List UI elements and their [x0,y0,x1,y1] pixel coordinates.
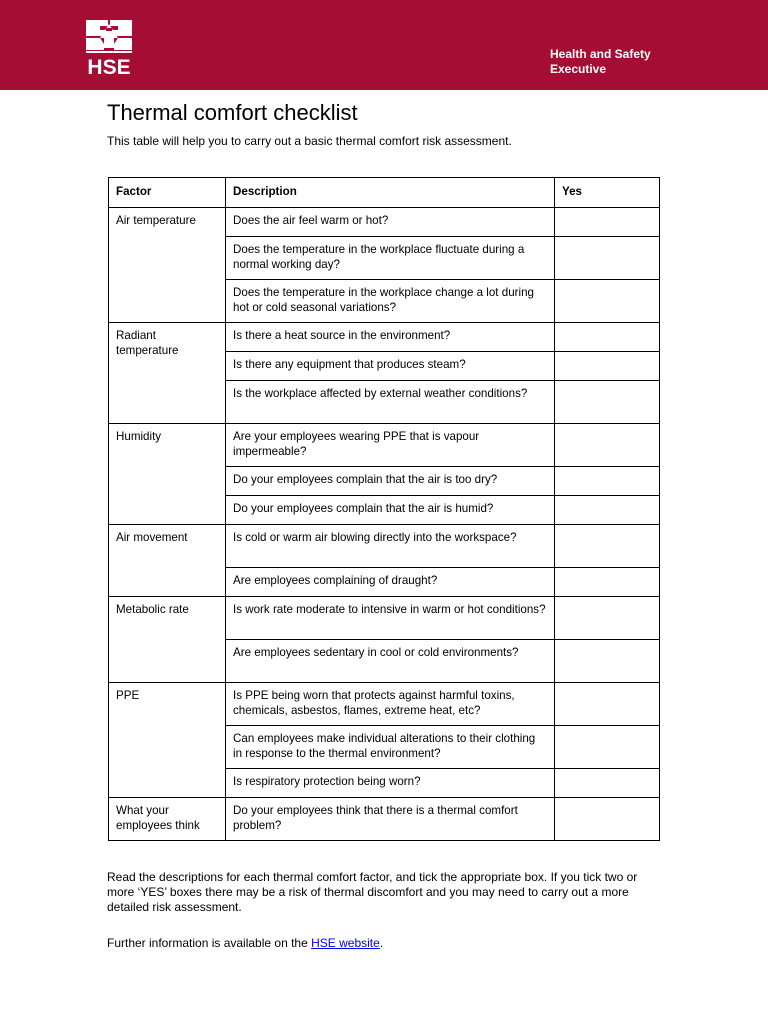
yes-checkbox-cell[interactable] [555,424,660,467]
yes-checkbox-cell[interactable] [555,798,660,841]
org-name-line1: Health and Safety [550,47,651,61]
hse-website-link[interactable]: HSE website [311,936,380,950]
yes-checkbox-cell[interactable] [555,683,660,726]
header-yes: Yes [555,178,660,208]
yes-checkbox-cell[interactable] [555,323,660,352]
description-cell: Is there any equipment that produces steam? [226,352,555,381]
yes-checkbox-cell[interactable] [555,280,660,323]
factor-cell: Radiant temperature [109,323,226,424]
yes-checkbox-cell[interactable] [555,237,660,280]
further-suffix: . [379,936,384,950]
description-cell: Are employees complaining of draught? [226,568,555,597]
table-row [109,424,660,467]
header-banner [0,0,768,90]
factor-cell: Air movement [109,525,226,597]
header-description: Description [226,178,555,208]
page-title: Thermal comfort checklist [107,100,358,125]
yes-checkbox-cell[interactable] [555,496,660,525]
description-cell: Are your employees wearing PPE that is vapour impermeable? [226,424,555,467]
table-row [109,597,660,640]
factor-cell: Humidity [109,424,226,525]
yes-checkbox-cell[interactable] [555,381,660,424]
yes-checkbox-cell[interactable] [555,769,660,798]
description-cell: Can employees make individual alterations to their clothing in response to the thermal environment? [226,726,555,769]
description-cell: Is cold or warm air blowing directly into the workspace? [226,525,555,568]
yes-checkbox-cell[interactable] [555,568,660,597]
table-row [109,525,660,568]
further-information [107,936,383,951]
table-row [109,323,660,352]
org-name-line2: Executive [550,62,607,76]
factor-cell: PPE [109,683,226,798]
description-cell: Is there a heat source in the environment? [226,323,555,352]
further-prefix: Further information is available on the [107,936,312,950]
yes-checkbox-cell[interactable] [555,467,660,496]
table-header-row [109,178,660,208]
description-cell: Is PPE being worn that protects against harmful toxins, chemicals, asbestos, flames, extreme heat, etc? [226,683,555,726]
description-cell: Is the workplace affected by external weather conditions? [226,381,555,424]
description-cell: Is respiratory protection being worn? [226,769,555,798]
description-cell: Does the temperature in the workplace change a lot during hot or cold seasonal variations? [226,280,555,323]
hse-logo [78,16,140,78]
description-cell: Do your employees complain that the air is too dry? [226,467,555,496]
hse-logo-icon [78,16,140,78]
description-cell: Are employees sedentary in cool or cold environments? [226,640,555,683]
description-cell: Is work rate moderate to intensive in warm or hot conditions? [226,597,555,640]
description-cell: Do your employees complain that the air is humid? [226,496,555,525]
yes-checkbox-cell[interactable] [555,597,660,640]
intro-text: This table will help you to carry out a basic thermal comfort risk assessment. [107,134,512,148]
yes-checkbox-cell[interactable] [555,208,660,237]
description-cell: Does the air feel warm or hot? [226,208,555,237]
factor-cell: Metabolic rate [109,597,226,683]
organisation-name [550,47,680,77]
yes-checkbox-cell[interactable] [555,525,660,568]
instructions-text: Read the descriptions for each thermal comfort factor, and tick the appropriate box. If you tick two or more ‘YES’ boxes there may be a risk of thermal discomfort and you may need to carry out a more detailed risk assessment. [107,870,638,914]
table-row [109,798,660,841]
description-cell: Do your employees think that there is a thermal comfort problem? [226,798,555,841]
yes-checkbox-cell[interactable] [555,726,660,769]
header-factor: Factor [109,178,226,208]
logo-text: HSE [87,56,131,78]
factor-cell: What your employees think [109,798,226,841]
table-row [109,208,660,237]
factor-cell: Air temperature [109,208,226,323]
checklist-table [108,177,660,841]
description-cell: Does the temperature in the workplace fluctuate during a normal working day? [226,237,555,280]
table-row [109,683,660,726]
yes-checkbox-cell[interactable] [555,352,660,381]
yes-checkbox-cell[interactable] [555,640,660,683]
